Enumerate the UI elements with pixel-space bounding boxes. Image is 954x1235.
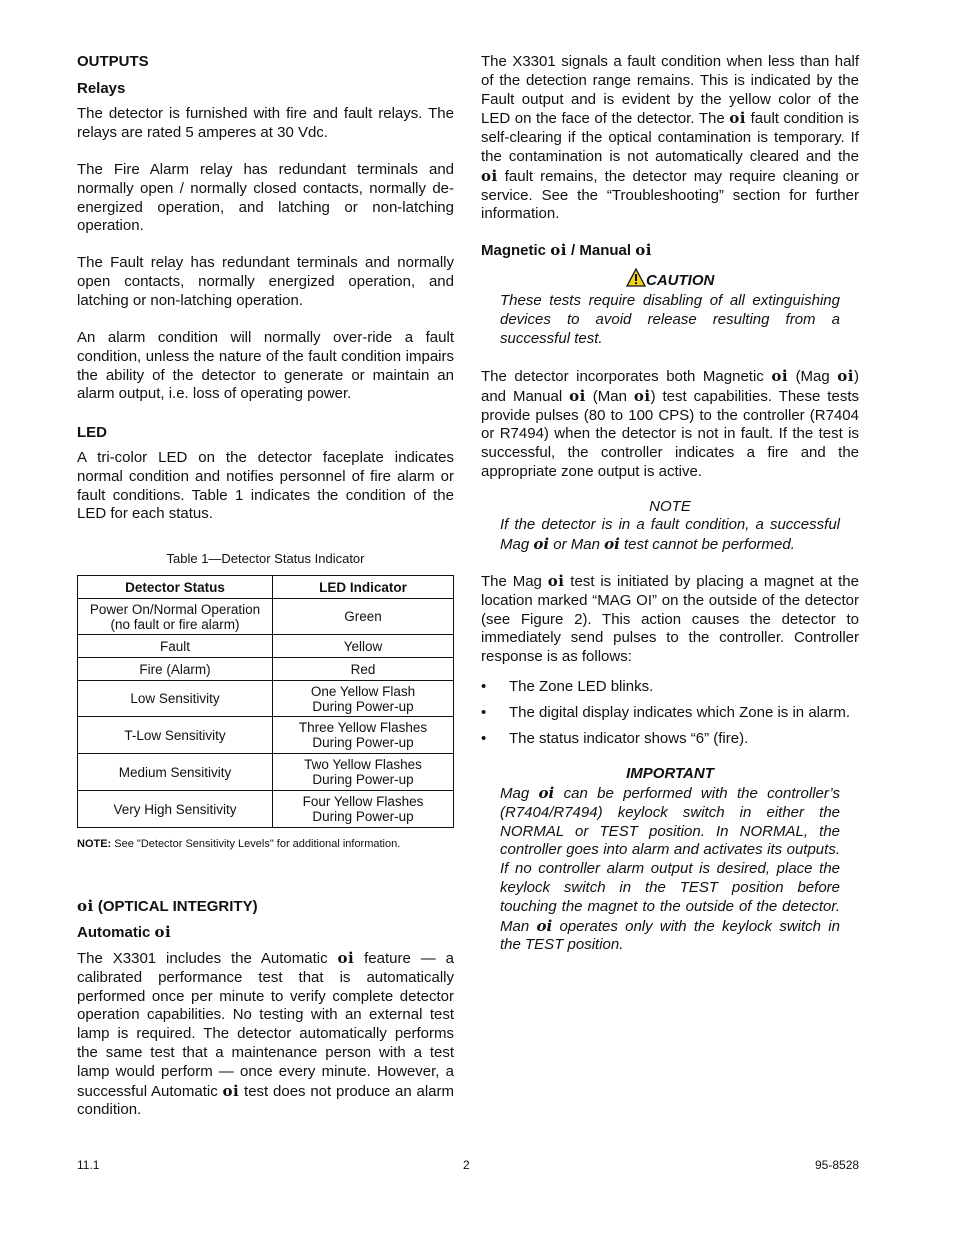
table-note (77, 838, 400, 850)
text-run: or Man (549, 535, 605, 553)
cell-line: Two Yellow Flashes (304, 757, 422, 772)
note-title: NOTE (649, 498, 691, 515)
detector-status-table (77, 575, 454, 828)
cell-line: Green (344, 609, 382, 624)
cell-line: Low Sensitivity (130, 691, 220, 706)
text-run: (Man (585, 387, 634, 405)
oi-symbol: oi (771, 367, 789, 385)
oi-symbol: oi (77, 897, 94, 915)
table-cell-led (273, 658, 454, 681)
table-cell-status (78, 681, 273, 717)
automatic-oi-heading (77, 923, 171, 941)
important-title: IMPORTANT (626, 765, 714, 782)
relays-heading: Relays (77, 80, 126, 97)
caution-text: These tests require disabling of all extinguishing devices to avoid release resulting from a successful test. (500, 292, 840, 347)
text-run: The detector incorporates both Magnetic (481, 368, 772, 385)
led-paragraph: A tri-color LED on the detector faceplate indicates normal condition and notifies personnel of fire alarm or fault conditions. Table 1 indicates the condition of the LED for each status. (77, 449, 454, 523)
heading-text: / Manual (566, 242, 636, 259)
oi-symbol: oi (569, 386, 586, 405)
bullet-glyph: • (481, 704, 487, 721)
table-row (78, 658, 454, 681)
oi-symbol: oi (222, 1081, 240, 1100)
text-run: Mag (500, 785, 539, 802)
text-run: fault condition is self-clearing if the optical contamination is temporary. If the contamination is not automatically cleared and the (481, 110, 860, 165)
table-caption: Table 1—Detector Status Indicator (166, 551, 365, 566)
cell-line: During Power-up (312, 809, 414, 824)
table-cell-led (273, 635, 454, 658)
table-cell-led (273, 717, 454, 754)
relays-paragraph-3: The Fault relay has redundant terminals and normally open contacts, normally energized operation, and latching or non-latching operation. (77, 254, 454, 309)
table-row (78, 754, 454, 791)
text-run: test does not produce an alarm condition. (77, 1082, 454, 1119)
oi-symbol: oi (550, 241, 567, 259)
automatic-heading-text: Automatic (77, 924, 155, 941)
text-run: feature — a calibrated performance test that is automatically performed once per minute to verify complete detector operation capabilities. No testing with an external test lamp is required. The detector automatically performs the same test that a maintenance person with a test lamp would perform — once every minute. However, a successful Automatic (77, 950, 455, 1100)
note-text (500, 516, 840, 555)
footer-revision: 11.1 (77, 1158, 100, 1172)
oi-symbol: oi (547, 572, 565, 590)
oi-symbol: oi (837, 367, 854, 385)
text-run: ) and Manual (481, 368, 859, 405)
table-cell-status (78, 599, 273, 635)
fault-condition-paragraph (481, 53, 859, 224)
cell-line: During Power-up (312, 772, 414, 787)
table-cell-status (78, 791, 273, 828)
oi-symbol: oi (604, 534, 620, 553)
magnetic-manual-heading (481, 241, 652, 259)
table-row (78, 635, 454, 658)
cell-line: T-Low Sensitivity (124, 727, 226, 743)
text-run: ) test capabilities. These tests provide pulses (80 to 100 CPS) to the controller (R7404 or R7494) when the detector is not in fault. If the test is successful, the controller indicates a fire and the appropriate zone output is active. (481, 387, 859, 480)
list-item-text: The status indicator shows “6” (fire). (509, 730, 749, 747)
relays-paragraph-2: The Fire Alarm relay has redundant terminals and normally open / normally closed contacts, normally de-energized operation, and latching or non-latching operation. (77, 161, 454, 235)
cell-line: Three Yellow Flashes (298, 720, 428, 735)
table-cell-status (78, 754, 273, 791)
text-run: test is initiated by placing a magnet at the location marked “MAG OI” on the outside of the detector (see Figure 2). This action causes the detector to immediately send pulses to the controller. Controller response is as follows: (481, 573, 859, 666)
bullet-glyph: • (481, 730, 487, 747)
text-run: The X3301 includes the Automatic (77, 950, 338, 967)
oi-symbol: oi (633, 386, 651, 405)
text-run: The Mag (481, 573, 548, 590)
relays-paragraph-1: The detector is furnished with fire and fault relays. The relays are rated 5 amperes at 30 Vdc. (77, 105, 454, 141)
relays-paragraph-4: An alarm condition will normally over-ride a fault condition, unless the nature of the fault condition impairs the ability of the detector to generate or maintain an alarm output, i.e. loss of operating power. (77, 329, 454, 403)
important-text (500, 784, 840, 955)
list-item-text: The Zone LED blinks. (509, 678, 654, 695)
automatic-oi-paragraph (77, 949, 454, 1120)
cell-line: Red (350, 661, 376, 677)
text-run: test cannot be performed. (619, 535, 795, 553)
table-cell-led (273, 681, 454, 717)
text-run: The X3301 signals a fault condition when less than half of the detection range remains. This is indicated by the Fault output and is evident by the yellow color of the LED on the face of the detector. The (481, 53, 859, 128)
text-run: If the detector is in a fault condition, a successful Mag (500, 516, 840, 553)
text-run: can be performed with the controller’s (R7404/R7494) keylock switch in either the NORMAL or TEST position. In NORMAL, the controller goes into alarm and activates its outputs. If no controller alarm output is desired, place the keylock switch in the TEST position before touching the magnet to the outside of the detector. Man (500, 785, 840, 935)
text-run: (Mag (788, 368, 838, 385)
oi-heading (77, 897, 258, 915)
cell-line: Fire (Alarm) (139, 661, 211, 677)
table-note-text: See "Detector Sensitivity Levels" for additional information. (111, 838, 401, 850)
cell-line: Power On/Normal Operation (89, 601, 261, 617)
oi-symbol: oi (154, 923, 172, 941)
caution-title-text: CAUTION (646, 272, 715, 289)
oi-symbol: oi (536, 916, 553, 935)
oi-symbol: oi (635, 241, 652, 259)
oi-symbol: oi (337, 949, 355, 967)
list-item-text: The digital display indicates which Zone is in alarm. (509, 704, 850, 721)
table-cell-led (273, 791, 454, 828)
table-row (78, 681, 454, 717)
table-row (78, 791, 454, 828)
cell-line: (no fault or fire alarm) (110, 616, 240, 632)
table-cell-status (78, 635, 273, 658)
bullet-glyph: • (481, 678, 487, 695)
caution-title (626, 268, 714, 289)
oi-symbol: oi (729, 109, 746, 128)
table-note-label: NOTE: (77, 838, 112, 850)
warning-triangle-icon (626, 268, 646, 287)
outputs-heading: OUTPUTS (77, 53, 149, 70)
oi-heading-text: (OPTICAL INTEGRITY) (93, 898, 258, 915)
table-cell-led (273, 754, 454, 791)
incorporates-paragraph (481, 367, 859, 482)
cell-line: One Yellow Flash (310, 683, 416, 699)
table-cell-status (78, 717, 273, 754)
cell-line: During Power-up (312, 735, 414, 750)
heading-text: Magnetic (481, 242, 551, 259)
footer-page-number: 2 (463, 1158, 470, 1172)
table-cell-status (78, 658, 273, 681)
mag-test-paragraph (481, 572, 859, 667)
text-run: operates only with the keylock switch in the TEST position. (500, 917, 840, 954)
oi-symbol: oi (533, 534, 550, 553)
cell-line: During Power-up (312, 698, 414, 714)
led-heading: LED (77, 424, 107, 441)
table-row (78, 599, 454, 635)
footer-document-number: 95-8528 (815, 1158, 860, 1172)
text-run: fault remains, the detector may require cleaning or service. See the “Troubleshooting” section for further information. (481, 167, 859, 223)
oi-symbol: oi (481, 166, 498, 185)
cell-line: Yellow (343, 638, 383, 654)
table-header-led-indicator: LED Indicator (273, 576, 454, 599)
cell-line: Four Yellow Flashes (302, 794, 424, 809)
cell-line: Fault (159, 638, 190, 654)
oi-symbol: oi (538, 784, 555, 802)
cell-line: Medium Sensitivity (118, 764, 232, 780)
table-row (78, 717, 454, 754)
table-cell-led (273, 599, 454, 635)
cell-line: Very High Sensitivity (113, 801, 237, 817)
table-header-detector-status: Detector Status (78, 576, 273, 599)
